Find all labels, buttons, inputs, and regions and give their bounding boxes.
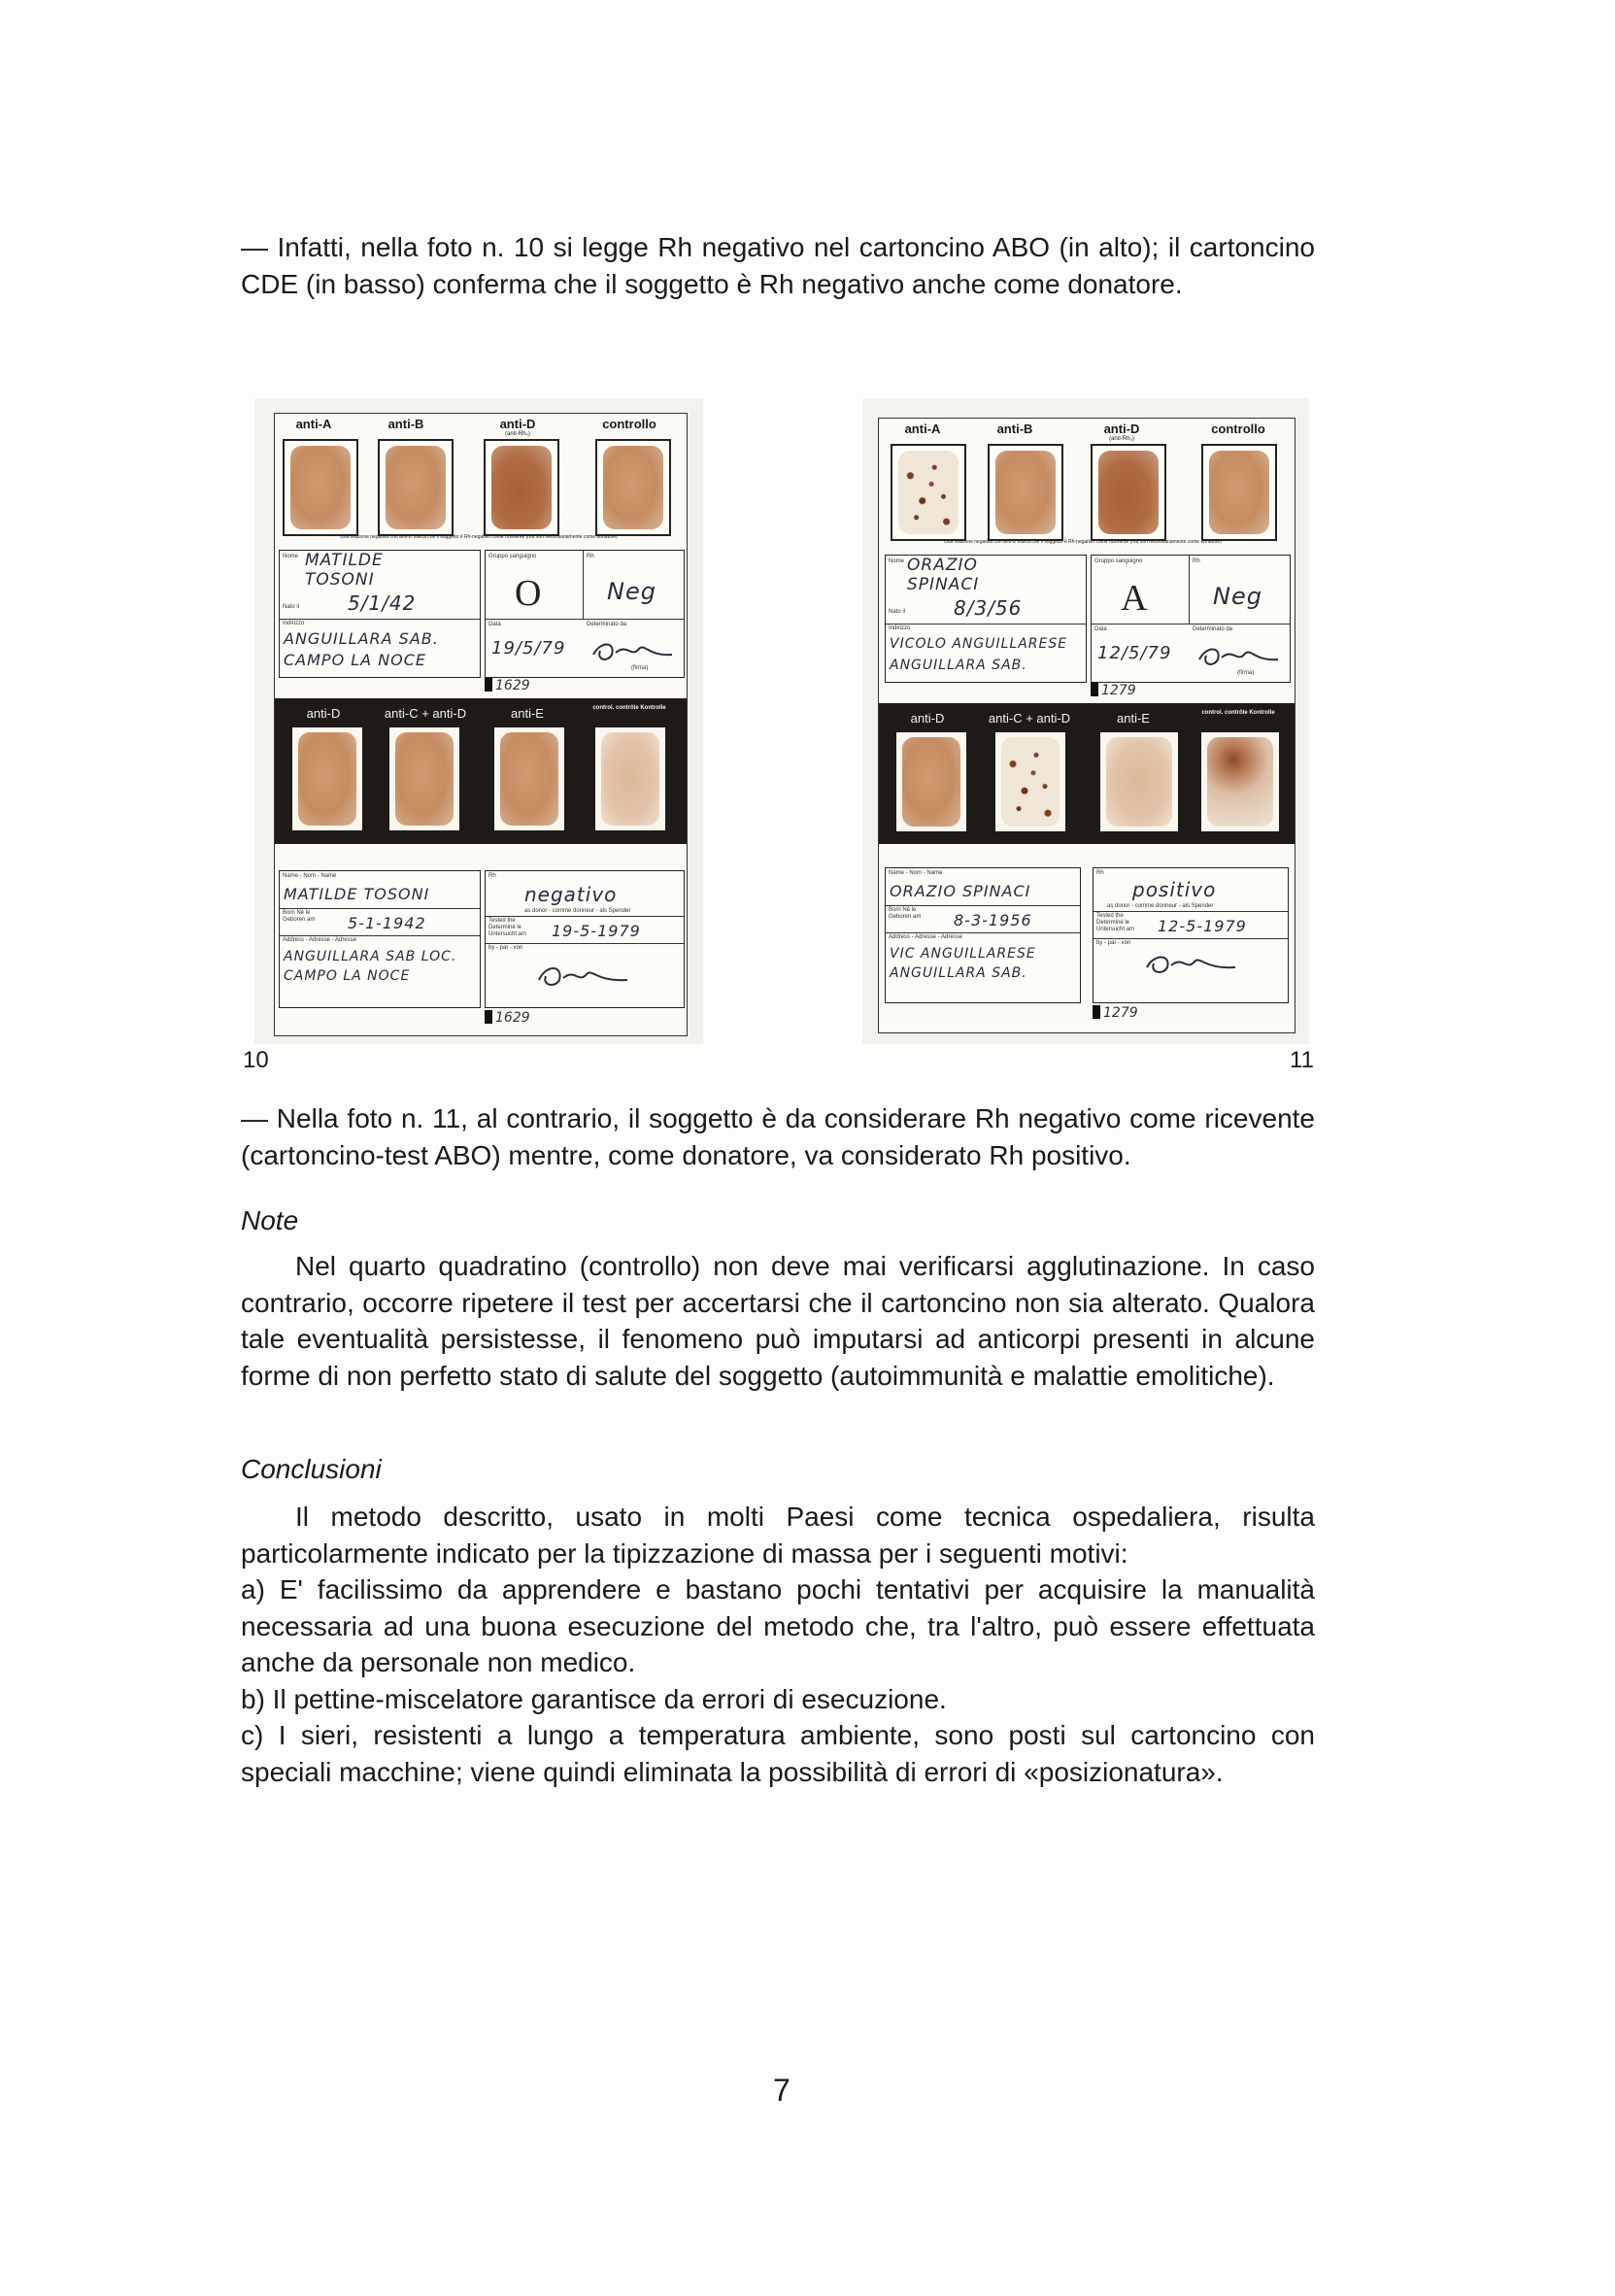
patient-info-box [279,550,481,678]
rh-label: Rh [488,873,496,879]
well-anti-a [283,439,358,536]
donor-result-box [485,870,685,1008]
conclusions-heading: Conclusioni [241,1454,382,1484]
group-label: Gruppo sanguigno [488,554,537,559]
well-anti-b [378,439,454,536]
header-controllo: controllo [602,417,656,431]
divider [1093,911,1288,912]
divider [486,619,684,620]
donor-rh: positivo [1132,878,1217,901]
divider [886,932,1080,933]
well-anti-d [1091,444,1166,541]
address-label: Address - Adresse - Adresse [283,937,357,943]
card-code: 1279 [1091,683,1136,698]
donor-rh: negativo [524,883,618,906]
divider [1093,938,1288,939]
blood-result-box [1091,555,1291,683]
top-caption: Una reazione negativa con anti-D indica che il soggetto è Rh-negativo come ricevente (ma non necessariamente come donatore) [944,539,1222,545]
paragraph-photo-10-text: — Infatti, nella foto n. 10 si legge Rh negativo nel cartoncino ABO (in alto); il cartoncino CDE (in basso) conferma che il soggetto è Rh negativo anche come donatore. [241,232,1315,299]
tested-date: 19-5-1979 [552,922,641,940]
conclusions-item-c: c) I sieri, resistenti a lungo a temperatura ambiente, sono posti sul cartoncino con speciali macchine; viene quindi eliminata la possibilità di errori di «posizionatura». [241,1720,1315,1787]
band-well-control [1201,732,1279,831]
determined-label: Determinato da [1193,626,1233,632]
page-number: 7 [773,2073,791,2108]
donor-info-box [885,867,1081,1003]
donor-address: ANGUILLARA SAB LOC. CAMPO LA NOCE [284,949,457,984]
band-well-control [595,727,665,830]
top-caption: Una reazione negativa con anti-D indica che il soggetto è Rh-negativo come ricevente (ma non necessariamente come donatore) [340,534,618,540]
reaction-stain [1098,451,1159,534]
signature-label: (firma) [631,665,649,671]
band-header-anti-d: anti-D [306,706,341,721]
patient-info-box [885,555,1087,683]
conclusions-item-a: a) E' facilissimo da apprendere e bastano pochi tentativi per acquisire la manualità necessaria ad una buona esecuzione del metodo che, tra l'altro, può essere effettuata anche da personale non medico. [241,1574,1315,1677]
well-anti-b [988,444,1063,541]
test-date: 19/5/79 [491,638,566,658]
photo-11 [862,398,1309,1044]
donor-result-box [1093,867,1289,1003]
reaction-stain [290,446,351,529]
test-date: 12/5/79 [1097,643,1172,663]
well-controllo [1201,444,1277,541]
date-label: Data [488,622,501,627]
band-header-anti-c-d: anti-C + anti-D [988,711,1071,726]
paragraph-photo-11 [241,1100,1315,1173]
band-header-anti-e: anti-E [1117,711,1150,726]
donor-name: ORAZIO SPINACI [890,882,1031,900]
donor-name: MATILDE TOSONI [284,885,430,903]
well-anti-d [484,439,559,536]
rh-label: Rh [587,554,594,559]
reaction-stain [298,732,356,826]
band-header-control: control. contrôle Kontrolle [592,705,666,711]
note-text: Nel quarto quadratino (controllo) non deve mai verificarsi agglutinazione. In caso contrario, occorre ripetere il test per accertarsi che il cartoncino non sia alterato. Qualora tale eventualità persistesse, il fenomeno può imputarsi ad anticorpi presenti in alcune forme di non perfetto stato di salute del soggetto (autoimmunità e malattie emolitiche). [241,1251,1315,1391]
reaction-stain [500,732,558,826]
band-header-control: control. contrôle Kontrolle [1201,710,1275,716]
reaction-stain [1106,737,1172,827]
donor-born: 8-3-1956 [954,911,1032,929]
signature-mark [1194,638,1282,673]
determined-label: Determinato da [587,622,627,627]
blood-group: A [1121,578,1149,619]
cde-band [275,698,687,844]
well-controllo [595,439,671,536]
divider [886,624,1086,625]
band-well-anti-e [494,727,564,830]
date-label: Data [1094,626,1107,632]
tested-label: Tested the Determiné le Untersucht am [1096,913,1135,932]
band-header-anti-c-d: anti-C + anti-D [384,706,467,721]
note-paragraph [241,1248,1315,1394]
by-label: by - par - von [488,945,523,951]
header-anti-d: anti-D [499,417,536,431]
born-label: Nato il [889,609,906,615]
signature-label: (firma) [1237,670,1255,676]
address-label: Indirizzo [889,625,911,631]
band-well-anti-e [1100,732,1178,831]
band-well-anti-c-d [995,732,1065,831]
band-well-anti-d [292,727,362,830]
header-controllo: controllo [1211,422,1265,436]
divider [886,905,1080,906]
figure-number-11: 11 [1290,1047,1314,1073]
divider [280,908,480,909]
header-anti-a: anti-A [904,422,941,436]
card-code-bottom: 1279 [1093,1005,1138,1021]
figure-number-10: 10 [243,1047,269,1073]
header-anti-b: anti-B [387,417,424,431]
divider [1092,624,1290,625]
group-label: Gruppo sanguigno [1094,558,1143,564]
signature-mark [589,633,676,668]
donor-label: as donor - comme donneur - als Spender [524,908,631,914]
reaction-stain [1001,737,1060,827]
patient-name: MATILDE TOSONI [305,551,384,590]
address-label: Address - Adresse - Adresse [889,934,963,940]
band-well-anti-c-d [389,727,459,830]
by-label: by - par - von [1096,940,1131,946]
born-label: Born Né le Geboren am [283,910,316,923]
blood-group: O [515,573,543,614]
band-well-anti-d [896,732,966,831]
name-label: Name - Nom - Name [889,870,943,876]
rh-result: Neg [1213,583,1262,610]
signature-mark [1142,946,1239,981]
band-header-anti-e: anti-E [511,706,544,721]
donor-born: 5-1-1942 [348,914,426,932]
divider [486,916,684,917]
donor-info-box [279,870,481,1008]
reaction-stain [995,451,1056,534]
header-anti-d-sub: (anti-Rh₀) [505,431,530,437]
reaction-stain [386,446,446,529]
donor-address: VIC ANGUILLARESE ANGUILLARA SAB. [890,946,1036,981]
card-code: 1629 [485,678,530,693]
born-label: Born Né le Geboren am [889,907,922,920]
patient-address: ANGUILLARA SAB. CAMPO LA NOCE [284,629,439,669]
conclusions-body [241,1499,1315,1790]
born-label: Nato il [283,604,300,610]
reaction-stain [1207,737,1273,827]
tested-date: 12-5-1979 [1158,917,1247,935]
note-heading: Note [241,1205,299,1235]
divider [583,551,584,619]
paragraph-photo-11-text: — Nella foto n. 11, al contrario, il soggetto è da considerare Rh negativo come ricevente (cartoncino-test ABO) mentre, come donatore, va considerato Rh positivo. [241,1103,1315,1170]
patient-born: 8/3/56 [954,596,1023,620]
photo-10 [254,398,703,1044]
patient-name: ORAZIO SPINACI [907,556,980,594]
rh-label: Rh [1193,558,1200,564]
header-anti-b: anti-B [996,422,1033,436]
reaction-stain [603,446,663,529]
rh-result: Neg [607,578,656,605]
blood-result-box [485,550,685,678]
cde-band [879,703,1295,844]
band-header-anti-d: anti-D [910,711,945,726]
card-code-bottom: 1629 [485,1010,530,1026]
paragraph-photo-10 [241,229,1315,302]
reaction-stain [395,732,454,826]
conclusions-intro: Il metodo descritto, usato in molti Paesi come tecnica ospedaliera, risulta particolarmente indicato per la tipizzazione di massa per i seguenti motivi: [241,1502,1315,1569]
tested-label: Tested the Determiné le Untersucht am [488,918,527,937]
signature-mark [534,957,631,996]
address-label: Indirizzo [283,621,305,626]
name-label: Name - Nom - Name [283,873,337,879]
header-anti-d: anti-D [1103,422,1140,436]
reaction-stain [601,732,659,826]
patient-address: VICOLO ANGUILLARESE ANGUILLARA SAB. [890,636,1068,673]
name-label: Nome [889,558,905,564]
header-anti-d-sub: (anti-Rh₀) [1109,436,1134,442]
card-10 [274,413,688,1036]
rh-label: Rh [1096,870,1104,876]
name-label: Nome [283,554,299,559]
header-anti-a: anti-A [295,417,332,431]
donor-label: as donor - comme donneur - als Spender [1107,903,1214,909]
card-11 [878,418,1295,1033]
divider [280,935,480,936]
reaction-stain [898,451,959,534]
divider [1189,556,1190,624]
reaction-stain [491,446,552,529]
conclusions-item-b: b) Il pettine-miscelatore garantisce da errori di esecuzione. [241,1683,947,1714]
reaction-stain [902,737,960,827]
patient-born: 5/1/42 [348,591,417,615]
divider [486,943,684,944]
reaction-stain [1209,451,1269,534]
well-anti-a [891,444,966,541]
divider [280,619,480,620]
